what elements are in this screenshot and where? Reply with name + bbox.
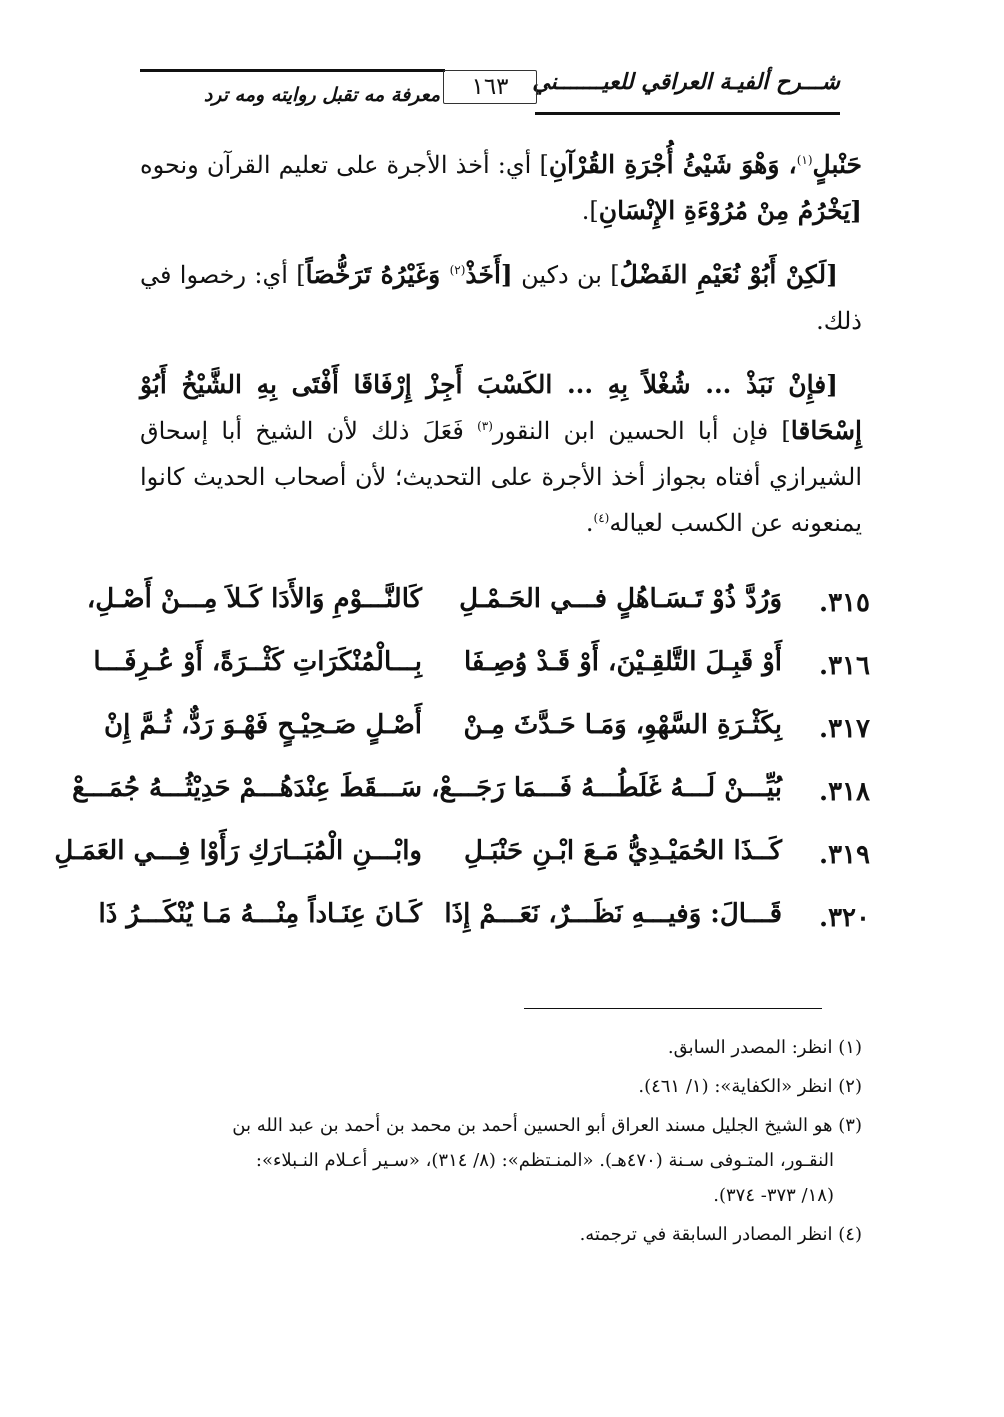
verse-second-hemistich: كَالنَّـــوْمِ وَالأَدَا كَـلاَ مِـــنْ أَصْـلِ، (86, 584, 422, 614)
paragraph-3 (140, 362, 862, 546)
commentary: ] أي: أخذ الأجرة على تعليم القرآن ونحوه (140, 151, 549, 179)
footnote-ref: (٤) (593, 511, 610, 525)
footnote-ref: (١) (796, 153, 813, 167)
header-rule-bottom (535, 112, 840, 115)
paragraph-1 (140, 142, 862, 234)
footnote-separator (524, 1008, 822, 1009)
verse-row (54, 832, 870, 895)
verse-number: ٣١٩. (819, 840, 870, 870)
commentary: فَعَلَ ذلك لأن الشيخ أبا إسحاق الشيرازي أفتاه بجواز أخذ الأجرة على التحديث؛ لأن أصحاب الحديث كانوا يمنعونه عن الكسب لعياله (140, 417, 862, 537)
verse-second-hemistich: وابْـــنِ الْمُبَــارَكِ رَأَوْا فِـــي العَمَـلِ (54, 836, 422, 866)
verse-row (104, 706, 870, 769)
verse-first-hemistich: قَـــالَ: وَفيـــهِ نَظَـــرٌ، نَعَـــمْ إِذَا (444, 899, 782, 929)
footnote-1 (140, 1030, 862, 1065)
verse-number: ٣٢٠. (819, 903, 870, 933)
quoted-verse: [أَخَذْ (465, 260, 513, 289)
footnote-4 (140, 1217, 862, 1252)
footnote-text: انظر: المصدر السابق. (667, 1037, 833, 1058)
verse-first-hemistich: بُيِّـــنْ لَـــهُ غَلَطُـــهُ فَـــمَا رَجَـــعْ، (431, 773, 782, 803)
footnote-text: انظر «الكفاية»: (١/ ٤٦١). (638, 1076, 833, 1097)
verse-second-hemistich: أَصْـلٍ صَـحِيْـحٍ فَهْـوَ رَدٌّ، ثُـمَّ إِنْ (104, 710, 422, 740)
footnote-text-continued: النقـور، المتـوفى سـنة (٤٧٠هـ). «المنـتظم»: (٨/ ٣١٤)، «سـير أعـلام النـبلاء»: (255, 1150, 834, 1171)
verse-second-hemistich: كَـانَ عِنَـاداً مِنْـــهُ مَـا يُنْكَـــرُ ذَا (98, 899, 422, 929)
verse-row (98, 895, 870, 958)
footnotes (140, 1030, 862, 1256)
footnote-ref: (٣) (477, 419, 493, 433)
page-number: ١٦٣ (443, 70, 537, 104)
verse-second-hemistich: سَـــقَطَ عِنْدَهُـــمْ حَدِيْثُـــهُ جُمَـــعْ (72, 773, 422, 803)
book-title: شـــرح ألفيـة العراقي للعيـــــــني (532, 69, 840, 95)
footnote-number: (٣) (838, 1115, 862, 1136)
verse-number: ٣١٦. (819, 651, 870, 681)
quoted-verse: وَغَيْرُهُ تَرَخُّصَاً (305, 260, 450, 289)
quoted-verse: حَنْبلٍ (812, 150, 863, 179)
footnote-text: هو الشيخ الجليل مسند العراق أبو الحسين أحمد بن محمد بن أحمد بن عبد الله بن (232, 1115, 833, 1136)
footnote-3 (140, 1108, 862, 1213)
paragraph-2 (140, 252, 862, 344)
commentary: . (585, 509, 594, 537)
commentary: ] بن دكين (512, 261, 620, 289)
footnote-text: انظر المصادر السابقة في ترجمته. (579, 1224, 833, 1245)
quoted-verse: [فإِنْ نَبَذْ ... شُغْلاً بِهِ ... الكَسْبَ أَجِزْ إِرْفَاقَا أَفْتَى بِهِ الشَّيْخُ أَبُوْ إِسْحَاقا (140, 370, 862, 445)
commentary: ]. (581, 197, 599, 225)
verse-number: ٣١٥. (819, 588, 870, 618)
footnote-text-continued: (١٨/ ٣٧٣- ٣٧٤). (713, 1185, 834, 1206)
footnote-2 (140, 1069, 862, 1104)
header-rule-top (140, 69, 445, 72)
verse-first-hemistich: بِكَثْـرَةِ السَّهْوِ، وَمَـا حَـدَّثَ مِـنْ (463, 710, 782, 740)
footnote-number: (٤) (838, 1224, 862, 1245)
footnote-number: (١) (838, 1037, 862, 1058)
quoted-verse: [يَخْرُمُ مِنْ مُرُوْءَةِ الإِنْسَانِ (598, 196, 862, 225)
verse-number: ٣١٨. (819, 777, 870, 807)
quoted-verse: [لَكِنْ أَبُوْ نُعَيْمِ الفَضْلُ (619, 260, 838, 289)
verse-number: ٣١٧. (819, 714, 870, 744)
verse-row (93, 643, 870, 706)
commentary: ] فإن أبا الحسين ابن النقور (492, 417, 791, 445)
verse-row (86, 580, 870, 643)
running-header (140, 64, 840, 116)
verse-list (54, 580, 870, 958)
verse-second-hemistich: بِـــالْمُنْكَرَاتِ كَثْــرَةً، أَوْ عُـرِفَـــا (93, 647, 422, 677)
commentary-text (140, 142, 862, 564)
verse-first-hemistich: وَرُدَّ ذُوْ تَـسَـاهُلٍ فـــي الحَـمْـلِ (459, 584, 782, 614)
footnote-ref: (٢) (449, 263, 466, 277)
section-title: معرفة مه تقبل روايته ومه ترد (203, 84, 440, 106)
verse-first-hemistich: كَــذَا الحُمَيْـدِيُّ مَـعَ ابْـنِ حَنْبَـلِ (464, 836, 782, 866)
verse-first-hemistich: أَوْ قَبِـلَ التَّلقِـيْنَ، أَوْ قَـدْ وُصِـفَا (464, 647, 782, 677)
verse-row (72, 769, 870, 832)
commentary: ] أي: رخصوا في ذلك. (140, 261, 862, 335)
quoted-verse: ، وَهْوَ شَيْئُ أُجْرَةِ القُرْآنِ (548, 150, 797, 179)
footnote-number: (٢) (838, 1076, 862, 1097)
